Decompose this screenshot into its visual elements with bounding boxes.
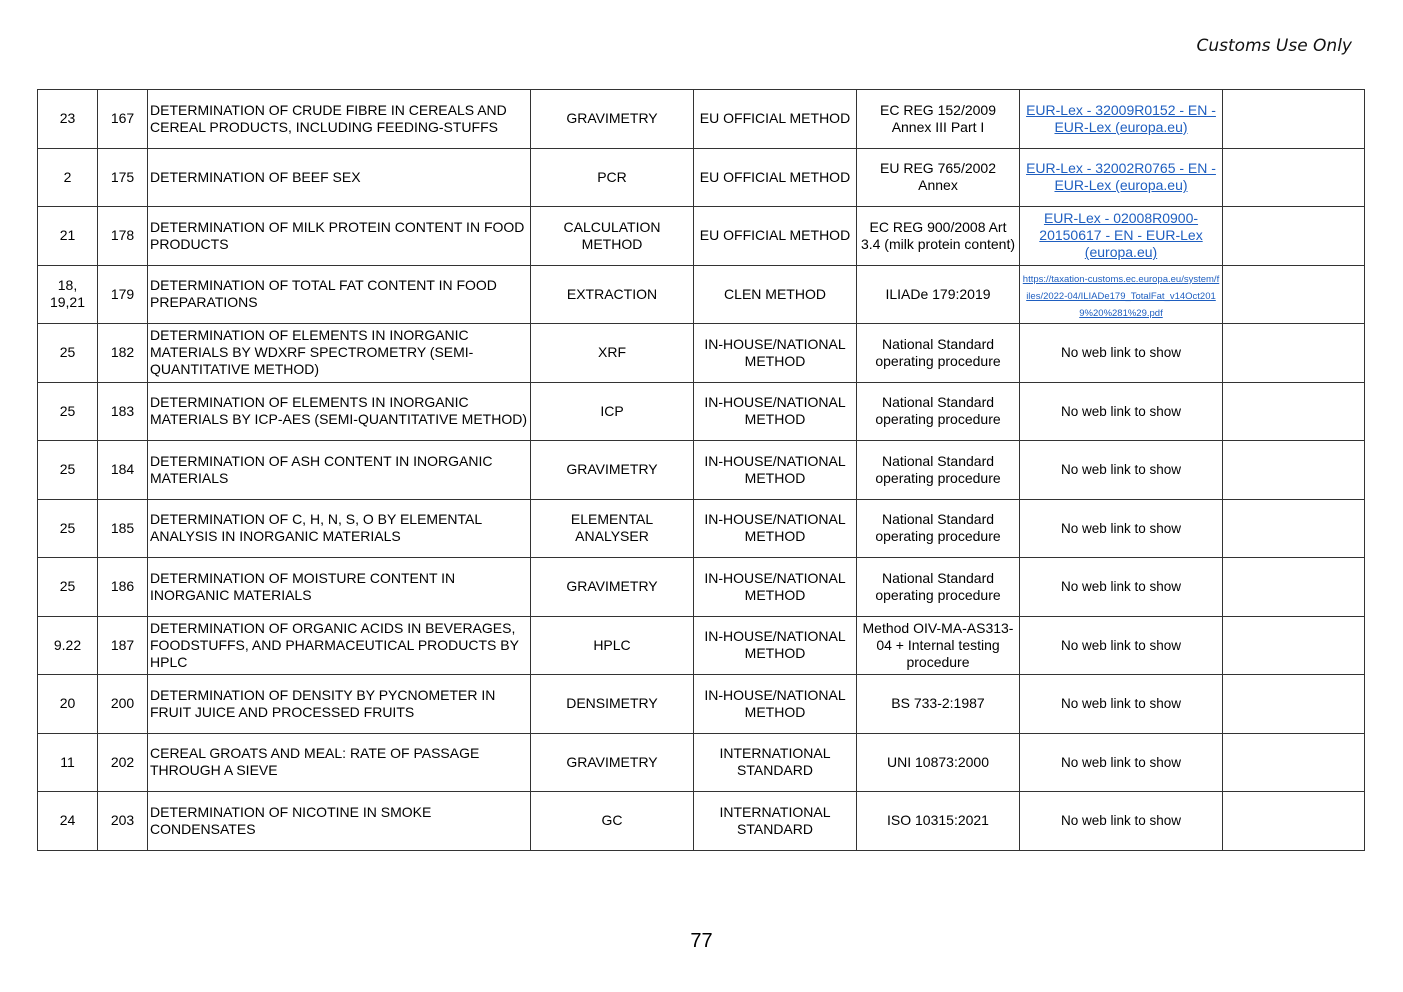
web-link-cell bbox=[1020, 558, 1223, 617]
technique-cell: XRF bbox=[531, 324, 694, 383]
no-link-text: No web link to show bbox=[1060, 696, 1182, 712]
empty-cell bbox=[1223, 148, 1365, 207]
no-link-text: No web link to show bbox=[1060, 754, 1182, 770]
method-type-cell: IN-HOUSE/NATIONAL METHOD bbox=[694, 675, 857, 734]
no-link-text: No web link to show bbox=[1060, 579, 1182, 595]
chapter-cell: 21 bbox=[38, 207, 98, 266]
table-row bbox=[38, 382, 1365, 441]
description-cell: DETERMINATION OF MILK PROTEIN CONTENT IN FOOD PRODUCTS bbox=[148, 207, 531, 266]
description-cell: DETERMINATION OF ORGANIC ACIDS IN BEVERAGES, FOODSTUFFS, AND PHARMACEUTICAL PRODUCTS BY HPLC bbox=[148, 616, 531, 675]
method-type-cell: IN-HOUSE/NATIONAL METHOD bbox=[694, 441, 857, 500]
reference-cell: EC REG 152/2009 Annex III Part I bbox=[857, 90, 1020, 149]
empty-cell bbox=[1223, 499, 1365, 558]
web-link-cell bbox=[1020, 616, 1223, 675]
method-type-cell: INTERNATIONAL STANDARD bbox=[694, 792, 857, 851]
reference-cell: National Standard operating procedure bbox=[857, 382, 1020, 441]
web-link[interactable]: EUR-Lex - 02008R0900-20150617 - EN - EUR-Lex (europa.eu) bbox=[1039, 210, 1203, 261]
empty-cell bbox=[1223, 733, 1365, 792]
web-link-cell bbox=[1020, 148, 1223, 207]
method-id-cell: 187 bbox=[98, 616, 148, 675]
method-id-cell: 175 bbox=[98, 148, 148, 207]
table-row bbox=[38, 207, 1365, 266]
empty-cell bbox=[1223, 90, 1365, 149]
chapter-cell: 20 bbox=[38, 675, 98, 734]
description-cell: DETERMINATION OF ELEMENTS IN INORGANIC MATERIALS BY ICP-AES (SEMI-QUANTITATIVE METHOD) bbox=[148, 382, 531, 441]
technique-cell: GC bbox=[531, 792, 694, 851]
method-id-cell: 203 bbox=[98, 792, 148, 851]
description-cell: DETERMINATION OF ELEMENTS IN INORGANIC MATERIALS BY WDXRF SPECTROMETRY (SEMI-QUANTITATIVE METHOD) bbox=[148, 324, 531, 383]
web-link-cell bbox=[1020, 207, 1223, 266]
no-link-text: No web link to show bbox=[1060, 345, 1182, 361]
table-row bbox=[38, 558, 1365, 617]
method-id-cell: 185 bbox=[98, 499, 148, 558]
web-link[interactable]: EUR-Lex - 32002R0765 - EN - EUR-Lex (europa.eu) bbox=[1026, 160, 1216, 194]
chapter-cell: 11 bbox=[38, 733, 98, 792]
technique-cell: DENSIMETRY bbox=[531, 675, 694, 734]
web-link-cell bbox=[1020, 499, 1223, 558]
method-type-cell: IN-HOUSE/NATIONAL METHOD bbox=[694, 499, 857, 558]
no-link-text: No web link to show bbox=[1060, 403, 1182, 419]
reference-cell: National Standard operating procedure bbox=[857, 441, 1020, 500]
technique-cell: GRAVIMETRY bbox=[531, 90, 694, 149]
technique-cell: CALCULATION METHOD bbox=[531, 207, 694, 266]
technique-cell: GRAVIMETRY bbox=[531, 558, 694, 617]
technique-cell: GRAVIMETRY bbox=[531, 733, 694, 792]
empty-cell bbox=[1223, 558, 1365, 617]
web-link[interactable]: EUR-Lex - 32009R0152 - EN - EUR-Lex (europa.eu) bbox=[1026, 101, 1216, 135]
table-row bbox=[38, 733, 1365, 792]
chapter-cell: 25 bbox=[38, 382, 98, 441]
chapter-cell: 9.22 bbox=[38, 616, 98, 675]
method-type-cell: IN-HOUSE/NATIONAL METHOD bbox=[694, 324, 857, 383]
methods-table-body bbox=[38, 90, 1365, 851]
technique-cell: EXTRACTION bbox=[531, 265, 694, 324]
empty-cell bbox=[1223, 324, 1365, 383]
reference-cell: Method OIV-MA-AS313-04 + Internal testing procedure bbox=[857, 616, 1020, 675]
reference-cell: EU REG 765/2002 Annex bbox=[857, 148, 1020, 207]
method-type-cell: IN-HOUSE/NATIONAL METHOD bbox=[694, 558, 857, 617]
description-cell: DETERMINATION OF DENSITY BY PYCNOMETER IN FRUIT JUICE AND PROCESSED FRUITS bbox=[148, 675, 531, 734]
method-type-cell: EU OFFICIAL METHOD bbox=[694, 148, 857, 207]
table-row bbox=[38, 616, 1365, 675]
method-id-cell: 167 bbox=[98, 90, 148, 149]
chapter-cell: 24 bbox=[38, 792, 98, 851]
technique-cell: HPLC bbox=[531, 616, 694, 675]
description-cell: DETERMINATION OF C, H, N, S, O BY ELEMENTAL ANALYSIS IN INORGANIC MATERIALS bbox=[148, 499, 531, 558]
method-type-cell: CLEN METHOD bbox=[694, 265, 857, 324]
web-link[interactable]: https://taxation-customs.ec.europa.eu/system/files/2022-04/ILIADe179_TotalFat_v14Oct2019%20%281%29.pdf bbox=[1022, 273, 1220, 319]
method-id-cell: 200 bbox=[98, 675, 148, 734]
no-link-text: No web link to show bbox=[1060, 637, 1182, 653]
chapter-cell: 25 bbox=[38, 499, 98, 558]
reference-cell: ILIADe 179:2019 bbox=[857, 265, 1020, 324]
method-id-cell: 202 bbox=[98, 733, 148, 792]
table-row bbox=[38, 265, 1365, 324]
table-row bbox=[38, 675, 1365, 734]
description-cell: DETERMINATION OF TOTAL FAT CONTENT IN FOOD PREPARATIONS bbox=[148, 265, 531, 324]
method-id-cell: 186 bbox=[98, 558, 148, 617]
empty-cell bbox=[1223, 616, 1365, 675]
web-link-cell bbox=[1020, 382, 1223, 441]
method-id-cell: 183 bbox=[98, 382, 148, 441]
web-link-cell bbox=[1020, 90, 1223, 149]
web-link-cell bbox=[1020, 792, 1223, 851]
technique-cell: PCR bbox=[531, 148, 694, 207]
reference-cell: EC REG 900/2008 Art 3.4 (milk protein content) bbox=[857, 207, 1020, 266]
table-row bbox=[38, 441, 1365, 500]
empty-cell bbox=[1223, 792, 1365, 851]
chapter-cell: 25 bbox=[38, 324, 98, 383]
page-number: 77 bbox=[690, 930, 713, 952]
table-row bbox=[38, 90, 1365, 149]
method-type-cell: INTERNATIONAL STANDARD bbox=[694, 733, 857, 792]
reference-cell: National Standard operating procedure bbox=[857, 499, 1020, 558]
table-row bbox=[38, 324, 1365, 383]
description-cell: DETERMINATION OF BEEF SEX bbox=[148, 148, 531, 207]
reference-cell: ISO 10315:2021 bbox=[857, 792, 1020, 851]
web-link-cell bbox=[1020, 675, 1223, 734]
technique-cell: ICP bbox=[531, 382, 694, 441]
table-row bbox=[38, 792, 1365, 851]
description-cell: DETERMINATION OF ASH CONTENT IN INORGANIC MATERIALS bbox=[148, 441, 531, 500]
methods-table bbox=[37, 89, 1365, 851]
no-link-text: No web link to show bbox=[1060, 813, 1182, 829]
reference-cell: BS 733-2:1987 bbox=[857, 675, 1020, 734]
description-cell: DETERMINATION OF CRUDE FIBRE IN CEREALS AND CEREAL PRODUCTS, INCLUDING FEEDING-STUFFS bbox=[148, 90, 531, 149]
web-link-cell bbox=[1020, 324, 1223, 383]
method-id-cell: 179 bbox=[98, 265, 148, 324]
technique-cell: GRAVIMETRY bbox=[531, 441, 694, 500]
table-row bbox=[38, 148, 1365, 207]
no-link-text: No web link to show bbox=[1060, 462, 1182, 478]
empty-cell bbox=[1223, 207, 1365, 266]
web-link-cell bbox=[1020, 733, 1223, 792]
method-id-cell: 178 bbox=[98, 207, 148, 266]
no-link-text: No web link to show bbox=[1060, 520, 1182, 536]
method-type-cell: EU OFFICIAL METHOD bbox=[694, 207, 857, 266]
chapter-cell: 18, 19,21 bbox=[38, 265, 98, 324]
reference-cell: National Standard operating procedure bbox=[857, 324, 1020, 383]
description-cell: DETERMINATION OF NICOTINE IN SMOKE CONDENSATES bbox=[148, 792, 531, 851]
chapter-cell: 23 bbox=[38, 90, 98, 149]
reference-cell: UNI 10873:2000 bbox=[857, 733, 1020, 792]
chapter-cell: 25 bbox=[38, 441, 98, 500]
method-type-cell: IN-HOUSE/NATIONAL METHOD bbox=[694, 616, 857, 675]
web-link-cell bbox=[1020, 265, 1223, 324]
reference-cell: National Standard operating procedure bbox=[857, 558, 1020, 617]
web-link-cell bbox=[1020, 441, 1223, 500]
method-id-cell: 182 bbox=[98, 324, 148, 383]
method-type-cell: IN-HOUSE/NATIONAL METHOD bbox=[694, 382, 857, 441]
chapter-cell: 2 bbox=[38, 148, 98, 207]
empty-cell bbox=[1223, 675, 1365, 734]
description-cell: CEREAL GROATS AND MEAL: RATE OF PASSAGE THROUGH A SIEVE bbox=[148, 733, 531, 792]
method-type-cell: EU OFFICIAL METHOD bbox=[694, 90, 857, 149]
empty-cell bbox=[1223, 382, 1365, 441]
customs-use-only-note: Customs Use Only bbox=[1196, 36, 1352, 56]
empty-cell bbox=[1223, 441, 1365, 500]
table-row bbox=[38, 499, 1365, 558]
method-id-cell: 184 bbox=[98, 441, 148, 500]
technique-cell: ELEMENTAL ANALYSER bbox=[531, 499, 694, 558]
description-cell: DETERMINATION OF MOISTURE CONTENT IN INORGANIC MATERIALS bbox=[148, 558, 531, 617]
empty-cell bbox=[1223, 265, 1365, 324]
chapter-cell: 25 bbox=[38, 558, 98, 617]
